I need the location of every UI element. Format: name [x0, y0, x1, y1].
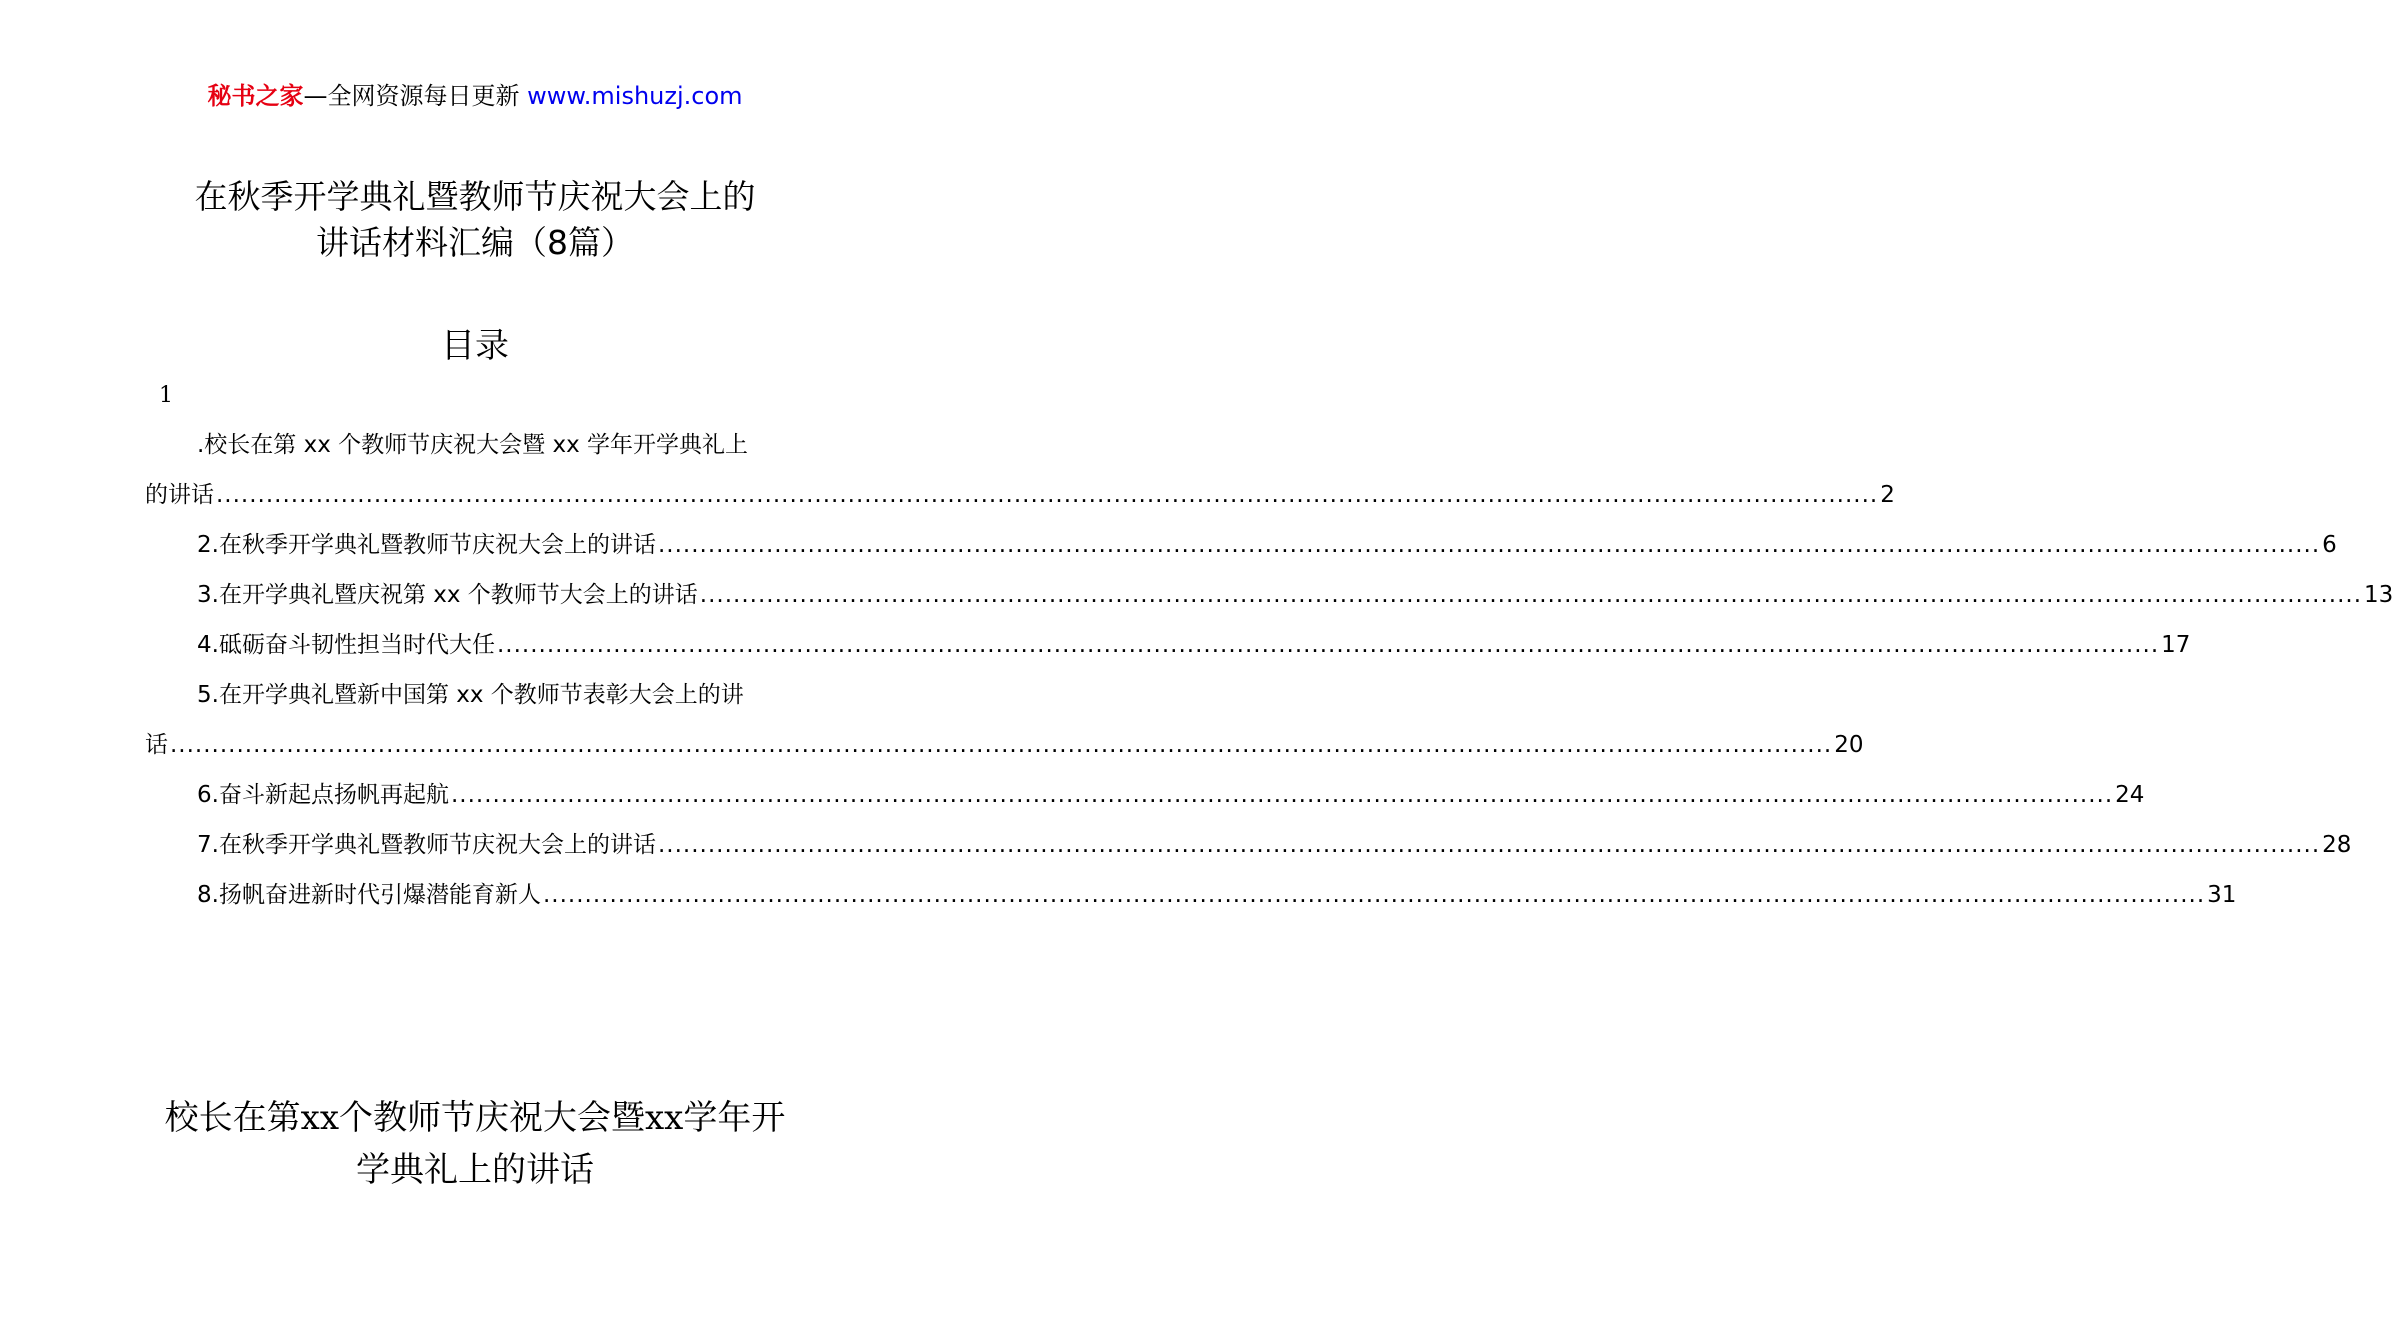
- section-title-xx: xx: [300, 1098, 339, 1138]
- toc-item-text: .校长在第 xx 个教师节庆祝大会暨 xx 学年开学典礼上: [197, 432, 749, 458]
- toc-page-number: 6: [2322, 532, 2337, 558]
- section-title-line2: 学典礼上的讲话: [356, 1150, 594, 1190]
- toc-leader-dots: ........................................................................................................................................................................................................: [542, 882, 2206, 908]
- toc-page-number: 13: [2364, 582, 2393, 608]
- toc-leader-dots: ........................................................................................................................................................................................................: [496, 632, 2160, 658]
- document-title-line2: 讲话材料汇编（8篇）: [316, 223, 634, 262]
- toc-item-text: 2.在秋季开学典礼暨教师节庆祝大会上的讲话: [197, 532, 656, 558]
- toc-leader-dots: ........................................................................................................................................................................................................: [450, 782, 2114, 808]
- site-header: [0, 80, 950, 112]
- toc-page-number: 20: [1834, 732, 1864, 758]
- toc-item-text-cont: 的讲话: [145, 482, 214, 508]
- toc-item-8[interactable]: [145, 870, 2237, 920]
- toc-item-4[interactable]: [145, 620, 2191, 670]
- header-tagline: —全网资源每日更新: [303, 82, 528, 110]
- toc-leader-dots: ........................................................................................................................................................................................................: [170, 732, 1833, 758]
- toc-heading: 目录: [441, 326, 509, 366]
- toc-leader-dots: ........................................................................................................................................................................................................: [216, 482, 1879, 508]
- toc-item-text: 8.扬帆奋进新时代引爆潜能育新人: [197, 882, 541, 908]
- toc-item-text-cont: 话: [145, 732, 168, 758]
- toc-item-text: 3.在开学典礼暨庆祝第 xx 个教师节大会上的讲话: [197, 582, 698, 608]
- toc-item-2[interactable]: [145, 520, 2337, 570]
- toc-page-number: 31: [2207, 882, 2237, 908]
- toc-item-6[interactable]: [145, 770, 2145, 820]
- toc-item-text: 7.在秋季开学典礼暨教师节庆祝大会上的讲话: [197, 832, 656, 858]
- toc-item-text: 4.砥砺奋斗韧性担当时代大任: [197, 632, 495, 658]
- document-title: [0, 174, 950, 266]
- section-title-line1: [0, 1092, 950, 1144]
- section-title-xx: xx: [645, 1098, 684, 1138]
- brand-name: 秘书之家: [207, 82, 304, 110]
- toc-item-text: 5.在开学典礼暨新中国第 xx 个教师节表彰大会上的讲: [197, 682, 744, 708]
- toc-item-text: 6.奋斗新起点扬帆再起航: [197, 782, 449, 808]
- toc-item-7[interactable]: [145, 820, 2352, 870]
- section-title-part: 学年开: [683, 1098, 786, 1138]
- stray-page-number: 1: [159, 383, 173, 408]
- section-title: [0, 1092, 950, 1196]
- table-of-contents: [145, 420, 2393, 920]
- toc-leader-dots: ........................................................................................................................................................................................................: [699, 582, 2363, 608]
- toc-leader-dots: ........................................................................................................................................................................................................: [657, 532, 2321, 558]
- toc-item-1[interactable]: [145, 420, 1895, 520]
- toc-page-number: 24: [2115, 782, 2145, 808]
- toc-item-3[interactable]: [145, 570, 2393, 620]
- document-title-line1: 在秋季开学典礼暨教师节庆祝大会上的: [194, 177, 756, 216]
- toc-page-number: 28: [2322, 832, 2352, 858]
- toc-page-number: 2: [1880, 482, 1895, 508]
- toc-leader-dots: ........................................................................................................................................................................................................: [657, 832, 2321, 858]
- toc-item-5[interactable]: [145, 670, 1864, 770]
- toc-page-number: 17: [2161, 632, 2191, 658]
- section-title-part: 校长在第: [164, 1098, 301, 1138]
- section-title-part: 个教师节庆祝大会暨: [339, 1098, 645, 1138]
- site-link[interactable]: www.mishuzj.com: [527, 82, 743, 110]
